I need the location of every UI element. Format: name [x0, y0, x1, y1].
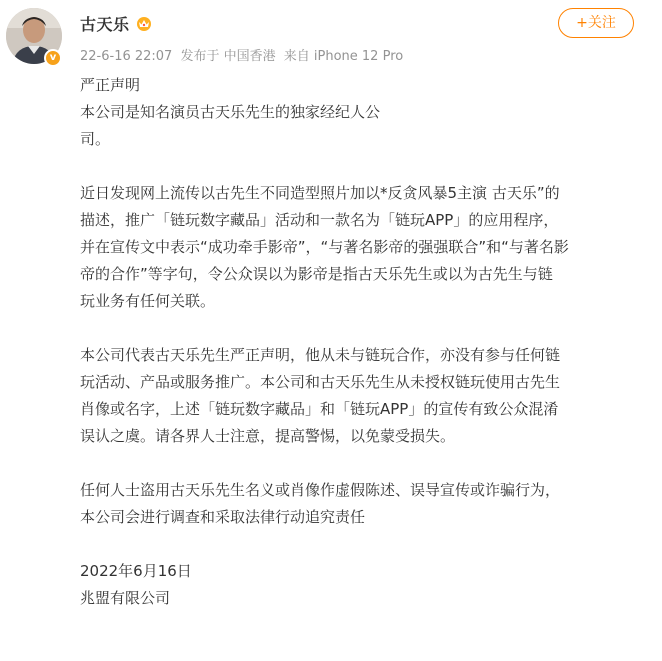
paragraph-line: 本公司会进行调查和采取法律行动追究责任 [80, 508, 366, 526]
paragraph-line: 近日发现网上流传以古先生不同造型照片加以*反贪风暴5主演 古天乐”的 [80, 184, 560, 202]
verified-badge: v [44, 49, 62, 67]
paragraph-line: 本公司是知名演员古天乐先生的独家经纪人公 [80, 103, 381, 121]
follow-button[interactable]: +关注 [558, 8, 634, 38]
post-location: 发布于 中国香港 [180, 49, 276, 64]
post-meta [80, 45, 407, 64]
paragraph-intro [80, 72, 640, 153]
paragraph-line: 玩业务有任何关联。 [80, 292, 216, 310]
paragraph-line: 描述，推广「链玩数字藏品」活动和一款名为「链玩APP」的应用程序， [80, 211, 559, 229]
vip-crown-icon[interactable] [135, 15, 153, 31]
paragraph-line: 并在宣传文中表示“成功牵手影帝”，“与著名影帝的强强联合”和“与著名影 [80, 238, 569, 256]
paragraph-line: 司。 [80, 130, 111, 148]
author-name[interactable]: 古天乐 [80, 14, 130, 34]
post-content [80, 72, 640, 612]
paragraph-line: 肖像或名字，上述「链玩数字藏品」和「链玩APP」的宣传有致公众混淆 [80, 400, 559, 418]
paragraph-line: 严正声明 [80, 76, 141, 94]
signature-date: 2022年6月16日 [80, 562, 192, 580]
post-device: 来自 iPhone 12 Pro [283, 49, 404, 64]
paragraph-declaration [80, 342, 640, 450]
post-timestamp[interactable]: 22-6-16 22:07 [80, 49, 173, 64]
paragraph-signature [80, 558, 640, 612]
paragraph-line: 任何人士盗用古天乐先生名义或肖像作虚假陈述、误导宣传或诈骗行为， [80, 481, 561, 499]
signature-company: 兆盟有限公司 [80, 589, 171, 607]
paragraph-line: 帝的合作”等字句，令公众误以为影帝是指古天乐先生或以为古先生与链 [80, 265, 553, 283]
paragraph-discovery [80, 180, 640, 315]
paragraph-line: 本公司代表古天乐先生严正声明，他从未与链玩合作，亦没有参与任何链 [80, 346, 561, 364]
author-row [80, 11, 153, 35]
paragraph-line: 玩活动、产品或服务推广。本公司和古天乐先生从未授权链玩使用古先生 [80, 373, 561, 391]
paragraph-legal [80, 477, 640, 531]
paragraph-line: 误认之虞。请各界人士注意，提高警惕，以免蒙受损失。 [80, 427, 456, 445]
